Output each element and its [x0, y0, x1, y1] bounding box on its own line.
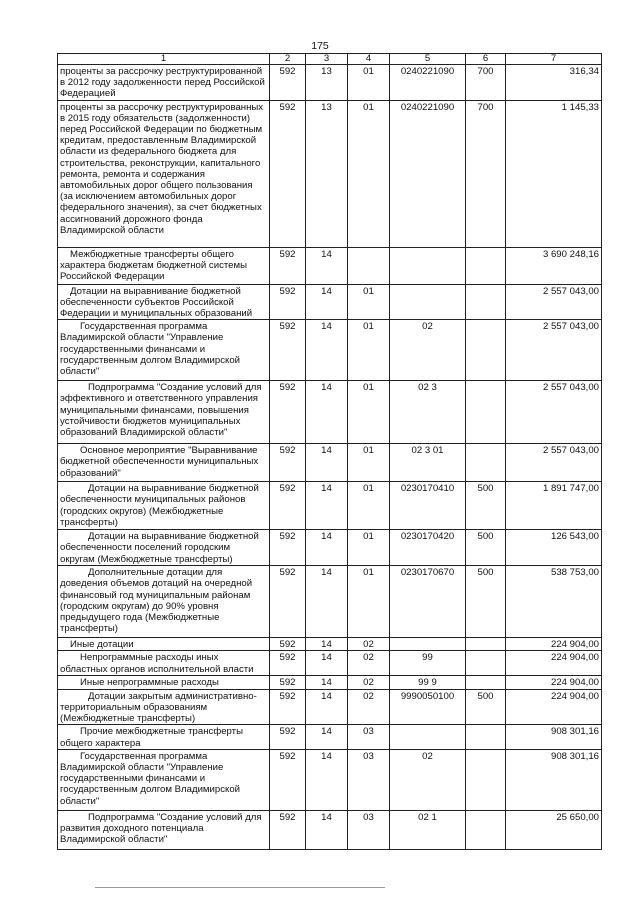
column-number-row [58, 54, 602, 65]
amount: 538 753,00 [506, 566, 602, 638]
target-article-code [390, 247, 466, 284]
expense-type-code [466, 247, 506, 284]
subsection-code: 02 [348, 651, 390, 675]
ministry-code: 592 [270, 247, 306, 284]
subsection-code: 01 [348, 566, 390, 638]
expense-type-code [466, 675, 506, 689]
section-code: 14 [306, 320, 348, 381]
ministry-code: 592 [270, 530, 306, 566]
row-label: Иные непрограммные расходы [58, 675, 270, 689]
subsection-code: 01 [348, 381, 390, 444]
column-header: 5 [390, 54, 466, 65]
expense-type-code [466, 320, 506, 381]
subsection-code: 02 [348, 675, 390, 689]
expense-type-code: 500 [466, 689, 506, 725]
expense-type-code [466, 381, 506, 444]
target-article-code: 99 9 [390, 675, 466, 689]
target-article-code: 9990050100 [390, 689, 466, 725]
subsection-code: 01 [348, 284, 390, 320]
table-row [58, 482, 602, 530]
ministry-code: 592 [270, 689, 306, 725]
subsection-code: 01 [348, 100, 390, 247]
table-row [58, 749, 602, 810]
section-code: 14 [306, 284, 348, 320]
target-article-code: 0230170420 [390, 530, 466, 566]
row-label: Государственная программа Владимирской области "Управление государственными финансами и государственным долгом Владимирской области" [58, 320, 270, 381]
amount: 126 543,00 [506, 530, 602, 566]
ministry-code: 592 [270, 320, 306, 381]
target-article-code: 02 [390, 749, 466, 810]
amount: 2 557 043,00 [506, 320, 602, 381]
section-code: 13 [306, 65, 348, 101]
row-label: Государственная программа Владимирской области "Управление государственными финансами и государственным долгом Владимирской области" [58, 749, 270, 810]
row-label: Подпрограмма "Создание условий для эффективного и ответственного управления муниципальными финансами, повышения устойчивости бюджетов муниципальных образований Владимирской области" [58, 381, 270, 444]
section-code: 14 [306, 530, 348, 566]
target-article-code: 0240221090 [390, 100, 466, 247]
expense-type-code: 500 [466, 482, 506, 530]
subsection-code: 01 [348, 444, 390, 482]
expense-type-code [466, 810, 506, 849]
subsection-code: 01 [348, 65, 390, 101]
table-row [58, 810, 602, 849]
table-row [58, 381, 602, 444]
section-code: 14 [306, 675, 348, 689]
section-code: 14 [306, 725, 348, 749]
section-code: 14 [306, 381, 348, 444]
table-row [58, 65, 602, 101]
target-article-code [390, 638, 466, 651]
expense-type-code [466, 638, 506, 651]
section-code: 14 [306, 444, 348, 482]
table-row [58, 689, 602, 725]
section-code: 14 [306, 651, 348, 675]
target-article-code: 02 1 [390, 810, 466, 849]
page-number: 175 [311, 40, 329, 52]
table-row [58, 651, 602, 675]
section-code: 14 [306, 810, 348, 849]
page-bottom-rule [95, 887, 385, 888]
section-code: 14 [306, 689, 348, 725]
expense-type-code [466, 725, 506, 749]
ministry-code: 592 [270, 482, 306, 530]
table-row [58, 247, 602, 284]
table-row [58, 100, 602, 247]
ministry-code: 592 [270, 381, 306, 444]
ministry-code: 592 [270, 651, 306, 675]
amount: 224 904,00 [506, 651, 602, 675]
section-code: 13 [306, 100, 348, 247]
amount: 1 145,33 [506, 100, 602, 247]
amount: 224 904,00 [506, 689, 602, 725]
column-header: 1 [58, 54, 270, 65]
expense-type-code: 700 [466, 100, 506, 247]
row-label: Непрограммные расходы иных областных органов исполнительной власти [58, 651, 270, 675]
section-code: 14 [306, 749, 348, 810]
ministry-code: 592 [270, 675, 306, 689]
amount: 2 557 043,00 [506, 444, 602, 482]
amount: 224 904,00 [506, 638, 602, 651]
row-label: Подпрограмма "Создание условий для развития доходного потенциала Владимирской области" [58, 810, 270, 849]
ministry-code: 592 [270, 100, 306, 247]
amount: 908 301,16 [506, 725, 602, 749]
row-label: Дотации на выравнивание бюджетной обеспеченности муниципальных районов (городских округов) (Межбюджетные трансферты) [58, 482, 270, 530]
subsection-code [348, 247, 390, 284]
expense-type-code [466, 284, 506, 320]
subsection-code: 03 [348, 749, 390, 810]
target-article-code: 0240221090 [390, 65, 466, 101]
target-article-code: 02 3 [390, 381, 466, 444]
table-row [58, 638, 602, 651]
ministry-code: 592 [270, 566, 306, 638]
expense-type-code [466, 651, 506, 675]
table-row [58, 725, 602, 749]
target-article-code [390, 284, 466, 320]
row-label: Дополнительные дотации для доведения объемов дотаций на очередной финансовый год муниципальным районам (городским округам) до 90% уровня предыдущего года (Межбюджетные трансферты) [58, 566, 270, 638]
budget-table [57, 53, 602, 850]
subsection-code: 03 [348, 725, 390, 749]
section-code: 14 [306, 247, 348, 284]
subsection-code: 03 [348, 810, 390, 849]
table-row [58, 320, 602, 381]
row-label: Дотации на выравнивание бюджетной обеспеченности поселений городским округам (Межбюджетные трансферты) [58, 530, 270, 566]
amount: 3 690 248,16 [506, 247, 602, 284]
target-article-code [390, 725, 466, 749]
section-code: 14 [306, 638, 348, 651]
ministry-code: 592 [270, 725, 306, 749]
subsection-code: 01 [348, 482, 390, 530]
amount: 908 301,16 [506, 749, 602, 810]
column-header: 6 [466, 54, 506, 65]
column-header: 3 [306, 54, 348, 65]
target-article-code: 99 [390, 651, 466, 675]
ministry-code: 592 [270, 810, 306, 849]
ministry-code: 592 [270, 284, 306, 320]
table-row [58, 675, 602, 689]
target-article-code: 0230170410 [390, 482, 466, 530]
subsection-code: 02 [348, 689, 390, 725]
table-row [58, 566, 602, 638]
row-label: Дотации на выравнивание бюджетной обеспеченности субъектов Российской Федерации и муниципальных образований [58, 284, 270, 320]
expense-type-code [466, 749, 506, 810]
target-article-code: 02 [390, 320, 466, 381]
ministry-code: 592 [270, 638, 306, 651]
section-code: 14 [306, 566, 348, 638]
ministry-code: 592 [270, 749, 306, 810]
target-article-code: 0230170670 [390, 566, 466, 638]
expense-type-code [466, 444, 506, 482]
ministry-code: 592 [270, 444, 306, 482]
ministry-code: 592 [270, 65, 306, 101]
row-label: Иные дотации [58, 638, 270, 651]
row-label: проценты за рассрочку реструктурированных в 2015 году обязательств (задолженности) перед Российской Федерации по бюджетным кредитам, предоставленным Владимирской области из федерального бюджета для строительства, реконструкции, капитального ремонта, ремонта и содержания автомобильных дорог общего пользования (за исключением автомобильных дорог федерального значения), за счет бюджетных ассигнований дорожного фонда Владимирской области [58, 100, 270, 247]
column-header: 2 [270, 54, 306, 65]
row-label: Основное мероприятие "Выравнивание бюджетной обеспеченности муниципальных образований" [58, 444, 270, 482]
table-row [58, 530, 602, 566]
amount: 2 557 043,00 [506, 381, 602, 444]
amount: 2 557 043,00 [506, 284, 602, 320]
column-header: 4 [348, 54, 390, 65]
target-article-code: 02 3 01 [390, 444, 466, 482]
column-header: 7 [506, 54, 602, 65]
amount: 316,34 [506, 65, 602, 101]
amount: 224 904,00 [506, 675, 602, 689]
amount: 25 650,00 [506, 810, 602, 849]
row-label: Межбюджетные трансферты общего характера бюджетам бюджетной системы Российской Федерации [58, 247, 270, 284]
expense-type-code: 500 [466, 530, 506, 566]
subsection-code: 01 [348, 530, 390, 566]
amount: 1 891 747,00 [506, 482, 602, 530]
table-row [58, 284, 602, 320]
expense-type-code: 700 [466, 65, 506, 101]
row-label: Прочие межбюджетные трансферты общего характера [58, 725, 270, 749]
subsection-code: 01 [348, 320, 390, 381]
section-code: 14 [306, 482, 348, 530]
row-label: проценты за рассрочку реструктурированной в 2012 году задолженности перед Российской Федерацией [58, 65, 270, 101]
subsection-code: 02 [348, 638, 390, 651]
row-label: Дотации закрытым административно-территориальным образованиям (Межбюджетные трансферты) [58, 689, 270, 725]
expense-type-code: 500 [466, 566, 506, 638]
table-row [58, 444, 602, 482]
